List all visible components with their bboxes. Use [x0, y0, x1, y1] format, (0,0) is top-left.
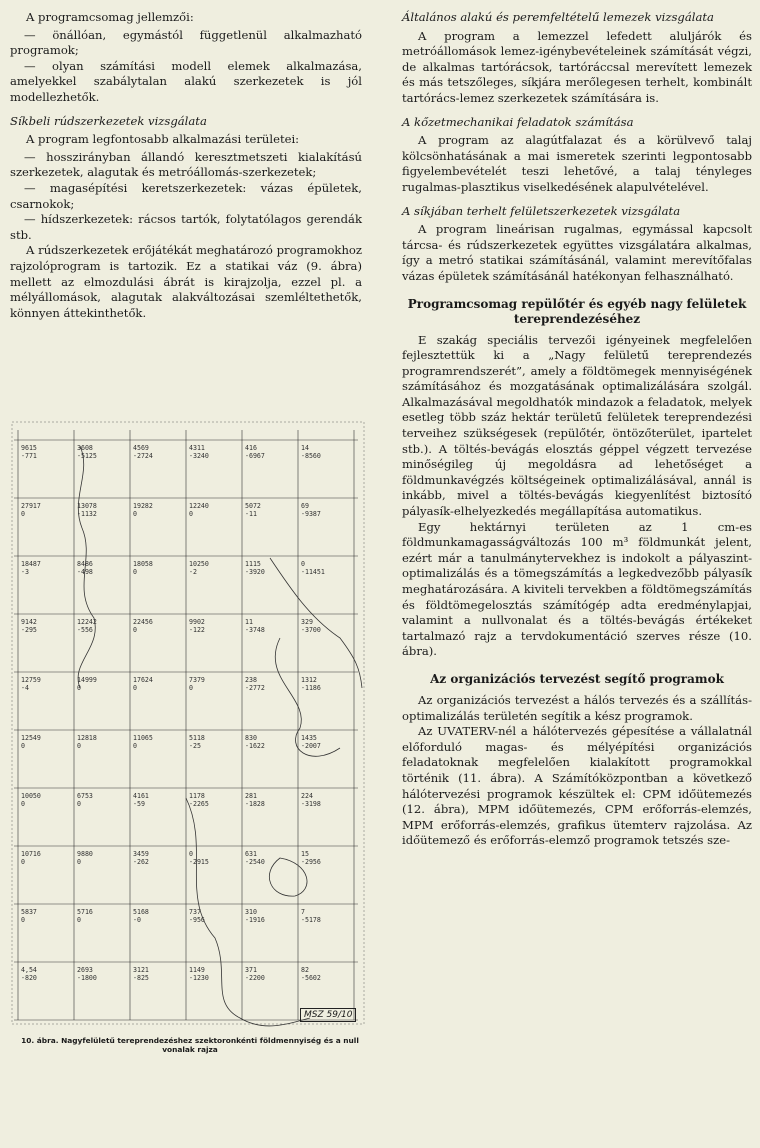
cell-value: -8560 [301, 452, 321, 460]
cell-value: -4 [21, 684, 29, 692]
cell-value: -956 [189, 916, 205, 924]
cell-value: -2915 [189, 858, 209, 866]
cell-value: 6753 [77, 792, 93, 800]
cell-value: 22456 [133, 618, 153, 626]
cell-value: 17624 [133, 676, 153, 684]
cell-value: -25 [189, 742, 201, 750]
cell-value: -3198 [301, 800, 321, 808]
cell-value: 4569 [133, 444, 149, 452]
cell-value: 4,54 [21, 966, 37, 974]
cell-value: -295 [21, 626, 37, 634]
cell-value: -2007 [301, 742, 321, 750]
cell-value: -820 [21, 974, 37, 982]
cell-value: 281 [245, 792, 257, 800]
cell-value: 0 [77, 742, 81, 750]
cell-value: -1622 [245, 742, 265, 750]
cell-value: -825 [133, 974, 149, 982]
cell-value: -2956 [301, 858, 321, 866]
cell-value: 1435 [301, 734, 317, 742]
cell-value: -3700 [301, 626, 321, 634]
cell-value: -1916 [245, 916, 265, 924]
cell-value: 12818 [77, 734, 97, 742]
cell-value: 12240 [189, 502, 209, 510]
cell-value: -556 [77, 626, 93, 634]
cell-value: 224 [301, 792, 313, 800]
cell-value: 2693 [77, 966, 93, 974]
area-item: — magasépítési keretszerkezetek: vázas épületek, csarnokok; [10, 180, 362, 211]
cell-value: 0 [21, 800, 25, 808]
cell-value: 3459 [133, 850, 149, 858]
cell-value: 69 [301, 502, 309, 510]
null-line [270, 558, 362, 688]
cell-value: 9880 [77, 850, 93, 858]
section-intro: A program legfontosabb alkalmazási területei: [26, 132, 300, 147]
cell-value: 5168 [133, 908, 149, 916]
cell-value: 11065 [133, 734, 153, 742]
figure-caption: 10. ábra. Nagyfelületű tereprendezéshez szektoronkénti földmennyiség és a null vonalak rajza [21, 1036, 359, 1054]
subsection-title: A síkjában terhelt felületszerkezetek vizsgálata [402, 203, 681, 218]
cell-value: 1115 [245, 560, 261, 568]
cell-value: 0 [77, 800, 81, 808]
cell-value: 0 [189, 850, 193, 858]
cell-value: -771 [21, 452, 37, 460]
feature-item: — önállóan, egymástól függetlenül alkalmazható programok; [10, 27, 362, 58]
left-column [10, 10, 362, 321]
cell-value: -2772 [245, 684, 265, 692]
cell-value: 3121 [133, 966, 149, 974]
cell-value: 0 [21, 916, 25, 924]
section-title-terrain: Programcsomag repülőtér és egyéb nagy felületek tereprendezéséhez [407, 296, 747, 326]
right-column [402, 10, 752, 849]
cell-value: 0 [189, 510, 193, 518]
cell-value: 4311 [189, 444, 205, 452]
cell-value: 0 [133, 568, 137, 576]
feature-item: — olyan számítási modell elemek alkalmazása, amelyekkel szabálytalan alakú szerkezetek is jól modellezhetők. [10, 58, 362, 104]
figure-badge: MSZ 59/10 [300, 1008, 356, 1022]
cell-value: 12759 [21, 676, 41, 684]
cell-value: 0 [301, 560, 305, 568]
cell-value: -2200 [245, 974, 265, 982]
cell-value: 310 [245, 908, 257, 916]
cell-value: 27917 [21, 502, 41, 510]
cell-value: 13078 [77, 502, 97, 510]
cell-value: -498 [77, 568, 93, 576]
paragraph: A program lineárisan rugalmas, egymással kapcsolt tárcsa- és rúdszerkezetek együttes vizsgálatára alkalmas, így a metró statikai számításánál, valamint merevítőfalas vázas épületek számításánál hatékonyan felhasználható. [402, 222, 752, 283]
cell-value: 19282 [133, 502, 153, 510]
cell-value: -122 [189, 626, 205, 634]
cell-value: 1312 [301, 676, 317, 684]
cell-value: -1186 [301, 684, 321, 692]
cell-value: 5716 [77, 908, 93, 916]
features-intro: A programcsomag jellemzői: [26, 10, 194, 24]
cell-value: 10250 [189, 560, 209, 568]
cell-value: -11 [245, 510, 257, 518]
cell-value: 0 [189, 684, 193, 692]
cell-value: 416 [245, 444, 257, 452]
cell-value: -1132 [77, 510, 97, 518]
cell-value: -2 [189, 568, 197, 576]
cell-value: -1800 [77, 974, 97, 982]
cell-value: 5118 [189, 734, 205, 742]
cell-value: -1230 [189, 974, 209, 982]
cell-value: -3240 [189, 452, 209, 460]
paragraph: Az organizációs tervezést a hálós tervezés és a szállítás-optimalizálás területén segítik a kész programok. [402, 692, 752, 723]
cell-value: -59 [133, 800, 145, 808]
cell-value: -5125 [77, 452, 97, 460]
paragraph: A program a lemezzel lefedett aluljárók és metróállomások lemez-igénybevételeinek számítását végzi, de alkalmas tartórácsok, tartóráccsal merevített lemezek és más tetszőleges, síkjára merőlegesen terhelt, kombinált tartórács-lemez szerkezetek számítására is. [402, 28, 752, 105]
cell-value: -6967 [245, 452, 265, 460]
cell-value: 1149 [189, 966, 205, 974]
cell-value: 371 [245, 966, 257, 974]
cell-value: 0 [133, 626, 137, 634]
cell-value: -262 [133, 858, 149, 866]
cell-value: 14 [301, 444, 309, 452]
section-title-planar-bars: Síkbeli rúdszerkezetek vizsgálata [10, 113, 207, 128]
cell-value: 9902 [189, 618, 205, 626]
cell-value: 82 [301, 966, 309, 974]
cell-value: -11451 [301, 568, 325, 576]
cell-value: -5178 [301, 916, 321, 924]
section-title-organization: Az organizációs tervezést segítő programok [430, 671, 724, 686]
subsection-title: A kőzetmechanikai feladatok számítása [402, 114, 634, 129]
cell-value: 9615 [21, 444, 37, 452]
cell-value: 0 [77, 684, 81, 692]
cell-value: -3920 [245, 568, 265, 576]
cell-value: 0 [133, 742, 137, 750]
cell-value: 4161 [133, 792, 149, 800]
cell-value: -3748 [245, 626, 265, 634]
cell-value: 18487 [21, 560, 41, 568]
cell-value: 7 [301, 908, 305, 916]
cell-value: 0 [21, 510, 25, 518]
cell-value: -5602 [301, 974, 321, 982]
cell-value: 11 [245, 618, 253, 626]
cell-value: -2724 [133, 452, 153, 460]
cell-value: 329 [301, 618, 313, 626]
cell-value: 830 [245, 734, 257, 742]
cell-value: 12242 [77, 618, 97, 626]
cell-value: 18058 [133, 560, 153, 568]
cell-value: 5072 [245, 502, 261, 510]
cell-value: 0 [21, 742, 25, 750]
paragraph: Egy hektárnyi területen az 1 cm-es földmunkamagasságváltozás 100 m³ földmunkát jelent, ezért már a tanulmánytervekhez is indokolt a pályaszint-optimalizálás és a tömegszámítás a legkedvezőbb pályasík meghatározására. A kiviteli tervekben a földtömegszámítás és földtömegelosztás számítógép adta eredménylapjai, valamint a nullvonalat és a töltés-bevágás értékeket tartalmazó rajz a tervdokumentáció szerves része (10. ábra). [402, 519, 752, 659]
figure-10-grid [10, 418, 370, 1058]
cell-value: -2540 [245, 858, 265, 866]
cell-value: 0 [133, 510, 137, 518]
cell-value: 0 [21, 858, 25, 866]
cell-value: 737 [189, 908, 201, 916]
area-item: — hídszerkezetek: rácsos tartók, folytatólagos gerendák stb. [10, 212, 362, 242]
cell-value: -3 [21, 568, 29, 576]
subsection-title: Általános alakú és peremfeltételű lemezek vizsgálata [402, 10, 714, 24]
cell-value: -9387 [301, 510, 321, 518]
cell-value: 5837 [21, 908, 37, 916]
cell-value: 14999 [77, 676, 97, 684]
cell-value: 0 [133, 684, 137, 692]
cell-value: 238 [245, 676, 257, 684]
cell-value: 8486 [77, 560, 93, 568]
grid-cells [21, 444, 325, 982]
closing-paragraph: A rúdszerkezetek erőjátékát meghatározó programokhoz rajzolóprogram is tartozik. Ez a statikai váz (9. ábra) mellett az elmozdulási ábrát is kirajzolja, ezzel pl. a mélyállomások, alagutak alakváltozásai szemléltethetők, könnyen áttekinthetők. [10, 243, 362, 320]
cell-value: 0 [77, 916, 81, 924]
paragraph: Az UVATERV-nél a hálótervezés gépesítése a vállalatnál előforduló magas- és mélyépítési organizációs feladatoknak megfelelően kialakított programokkal történik (11. ábra). A Számítóközpontban a következő hálótervezési programok készültek el: CPM időütemezés (12. ábra), MPM időütemezés, CPM erőforrás-elemzés, MPM erőforrás-elemzés, grafikus ütemterv rajzolása. Az időütemező és erőforrás-elemző programok tetszés sze- [402, 724, 752, 848]
area-item: — hosszirányban állandó keresztmetszeti kialakítású szerkezetek, alagutak és metróállomás-szerkezetek; [10, 149, 362, 180]
cell-value: 15 [301, 850, 309, 858]
cell-value: 1178 [189, 792, 205, 800]
cell-value: -1828 [245, 800, 265, 808]
cell-value: 631 [245, 850, 257, 858]
cell-value: 9142 [21, 618, 37, 626]
cell-value: -0 [133, 916, 141, 924]
cell-value: 0 [77, 858, 81, 866]
cell-value: 10050 [21, 792, 41, 800]
cell-value: -2265 [189, 800, 209, 808]
cell-value: 7379 [189, 676, 205, 684]
paragraph: E szakág speciális tervezői igényeinek megfelelően fejlesztettük ki a „Nagy felületű tereprendezés programrendszerét”, amely a földtömegek mennyiségének számításához és mozgatásának optimalizálására szolgál. Alkalmazásával megoldhatók mindazok a feladatok, melyek esetleg több száz hektár területű felületek tereprendezési terveihez szükségesek (repülőtér, öntözőterület, ipartelet stb.). A töltés-bevágás elosztás géppel végzett tervezése minőségileg új megoldásra ad lehetőséget a földmunkavégzés költségeinek optimalizálásával, annál is inkább, mivel a töltés-bevágás kiegyenlítést biztosító pályasík-elhelyezkedés megállapítása automatikus. [402, 332, 752, 519]
cell-value: 12549 [21, 734, 41, 742]
paragraph: A program az alagútfalazat és a körülvevő talaj kölcsönhatásának a mai ismeretek szerinti legpontosabb figyelembevételét teszi lehetővé, a talaj tényleges rugalmas-plasztikus viselkedésének alapulvételével. [402, 133, 752, 194]
cell-value: 3608 [77, 444, 93, 452]
cell-value: 10716 [21, 850, 41, 858]
